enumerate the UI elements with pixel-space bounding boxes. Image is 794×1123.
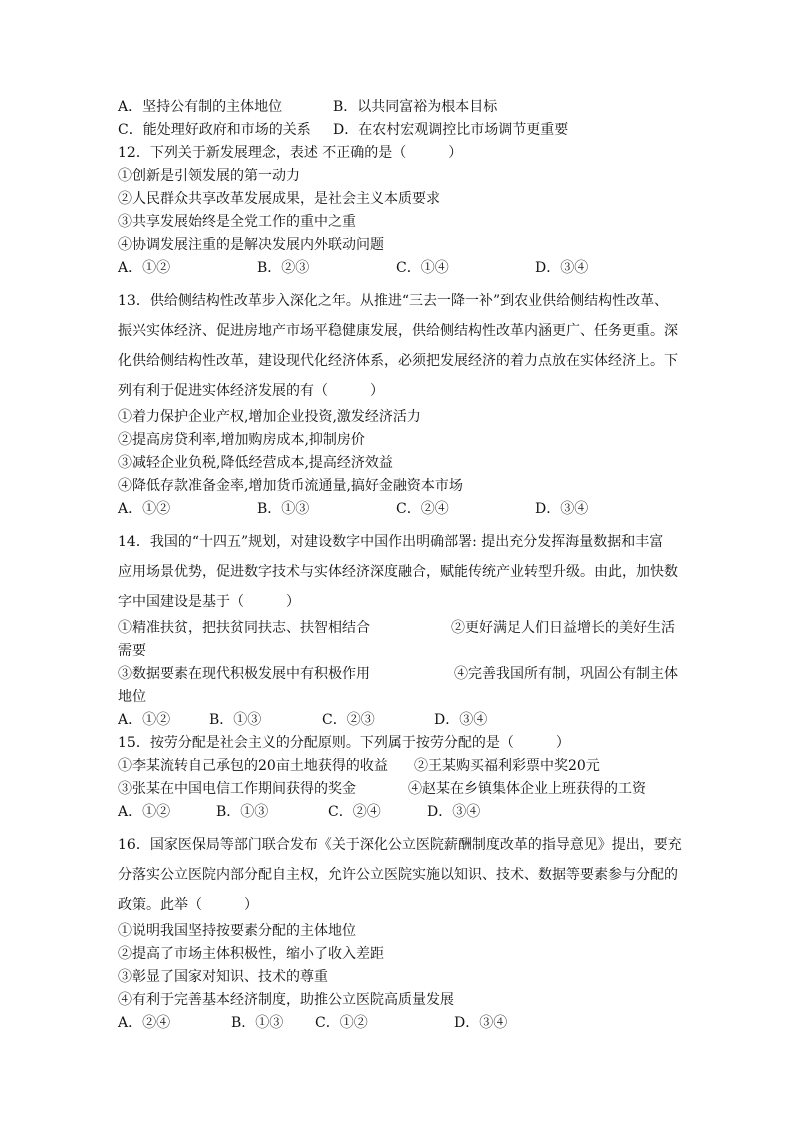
q12-item-1: ①创新是引领发展的第一动力 xyxy=(118,168,300,184)
exam-page xyxy=(118,96,682,1035)
q16-option-b: B．①③ xyxy=(231,1015,284,1031)
q15-item-1: ①李某流转自己承包的20亩土地获得的收益 xyxy=(118,758,388,774)
q13-option-d: D．③④ xyxy=(535,501,589,517)
q15-option-d: D．③④ xyxy=(427,804,481,820)
q14-item-4-continued: 地位 xyxy=(118,689,146,705)
q14-item-2: ②更好满足人们日益增长的美好生活 xyxy=(451,620,675,636)
q16-option-c: C．①② xyxy=(315,1015,368,1031)
q12-item-4: ④协调发展注重的是解决发展内外联动问题 xyxy=(118,237,384,253)
q15-item-3: ③张某在中国电信工作期间获得的奖金 xyxy=(118,781,356,797)
q12-options xyxy=(118,257,678,280)
q12-option-b: B．②③ xyxy=(257,260,310,276)
q11-option-c: C．能处理好政府和市场的关系 xyxy=(118,122,311,138)
q13-option-a: A．①② xyxy=(118,501,171,517)
q11-options-row-1 xyxy=(118,96,678,119)
q13-item-1: ①着力保护企业产权,增加企业投资,激发经济活力 xyxy=(118,409,421,425)
q15-item-2: ②王某购买福利彩票中奖20元 xyxy=(414,758,600,774)
q15-option-a: A．①② xyxy=(118,804,171,820)
q14-option-a: A．①② xyxy=(118,712,171,728)
q11-option-a: A．坚持公有制的主体地位 xyxy=(118,99,283,115)
q15-items-row-2 xyxy=(118,778,678,801)
q13-stem-line-2: 振兴实体经济、促进房地产市场平稳健康发展，供给侧结构性改革内涵更广、任务更重。深 xyxy=(118,323,678,339)
q14-option-b: B．①③ xyxy=(209,712,262,728)
q16-stem-line-3: 政策。此举（ ） xyxy=(118,897,258,913)
q13-option-b: B．①③ xyxy=(257,501,310,517)
q11-option-d: D．在农村宏观调控比市场调节更重要 xyxy=(333,122,569,138)
q13-item-3: ③减轻企业负税,降低经营成本,提高经济效益 xyxy=(118,455,393,471)
q14-option-d: D．③④ xyxy=(434,712,488,728)
q14-stem-line-3: 字中国建设是基于（ ） xyxy=(118,594,300,610)
q13-stem-line-1: 13．供给侧结构性改革步入深化之年。从推进“三去一降一补”到农业供给侧结构性改革、 xyxy=(118,293,669,309)
q13-item-4: ④降低存款准备金率,增加货币流通量,搞好金融资本市场 xyxy=(118,478,463,494)
q13-options xyxy=(118,498,678,521)
q16-item-2: ②提高了市场主体积极性，缩小了收入差距 xyxy=(118,946,384,962)
q14-items-row-1 xyxy=(118,617,678,640)
q16-options xyxy=(118,1012,678,1035)
q14-items-row-2 xyxy=(118,663,678,686)
q15-option-c: C．②④ xyxy=(328,804,381,820)
q12-option-d: D．③④ xyxy=(535,260,589,276)
q13-item-2: ②提高房贷利率,增加购房成本,抑制房价 xyxy=(118,432,365,448)
q14-item-2-continued: 需要 xyxy=(118,643,146,659)
q15-options xyxy=(118,801,678,824)
q12-item-3: ③共享发展始终是全党工作的重中之重 xyxy=(118,214,356,230)
q16-stem-line-2: 分落实公立医院内部分配自主权，允许公立医院实施以知识、技术、数据等要素参与分配的 xyxy=(118,867,678,883)
q14-item-3: ③数据要素在现代积极发展中有积极作用 xyxy=(118,666,370,682)
q14-options xyxy=(118,709,678,732)
q11-options-row-2 xyxy=(118,119,678,142)
q16-item-1: ①说明我国坚持按要素分配的主体地位 xyxy=(118,923,356,939)
q12-item-2: ②人民群众共享改革发展成果，是社会主义本质要求 xyxy=(118,191,440,207)
q14-item-4: ④完善我国所有制，巩固公有制主体 xyxy=(454,666,678,682)
q16-option-a: A．②④ xyxy=(118,1015,171,1031)
q16-item-4: ④有利于完善基本经济制度，助推公立医院高质量发展 xyxy=(118,992,454,1008)
q13-stem-line-3: 化供给侧结构性改革，建设现代化经济体系，必须把发展经济的着力点放在实体经济上。下 xyxy=(118,353,678,369)
q11-option-b: B．以共同富裕为根本目标 xyxy=(333,99,498,115)
q15-stem: 15．按劳分配是社会主义的分配原则。下列属于按劳分配的是（ ） xyxy=(118,735,570,751)
q16-stem-line-1: 16．国家医保局等部门联合发布《关于深化公立医院薪酬制度改革的指导意见》提出，要充 xyxy=(118,837,682,853)
q15-items-row-1 xyxy=(118,755,678,778)
q12-stem: 12．下列关于新发展理念，表述 不正确的是（ ） xyxy=(118,145,463,161)
q15-option-b: B．①③ xyxy=(216,804,269,820)
q15-item-4: ④赵某在乡镇集体企业上班获得的工资 xyxy=(408,781,646,797)
q13-stem-line-4: 列有利于促进实体经济发展的有（ ） xyxy=(118,383,384,399)
q12-option-a: A．①② xyxy=(118,260,171,276)
q14-stem-line-1: 14．我国的“十四五”规划，对建设数字中国作出明确部署: 提出充分发挥海量数据和丰富 xyxy=(118,534,664,550)
q14-stem-line-2: 应用场景优势，促进数字技术与实体经济深度融合，赋能传统产业转型升级。由此，加快数 xyxy=(118,564,678,580)
q13-option-c: C．②④ xyxy=(396,501,449,517)
q14-option-c: C．②③ xyxy=(322,712,375,728)
q14-item-1: ①精准扶贫，把扶贫同扶志、扶智相结合 xyxy=(118,620,370,636)
q16-item-3: ③彰显了国家对知识、技术的尊重 xyxy=(118,969,328,985)
q12-option-c: C．①④ xyxy=(396,260,449,276)
q16-option-d: D．③④ xyxy=(454,1015,508,1031)
